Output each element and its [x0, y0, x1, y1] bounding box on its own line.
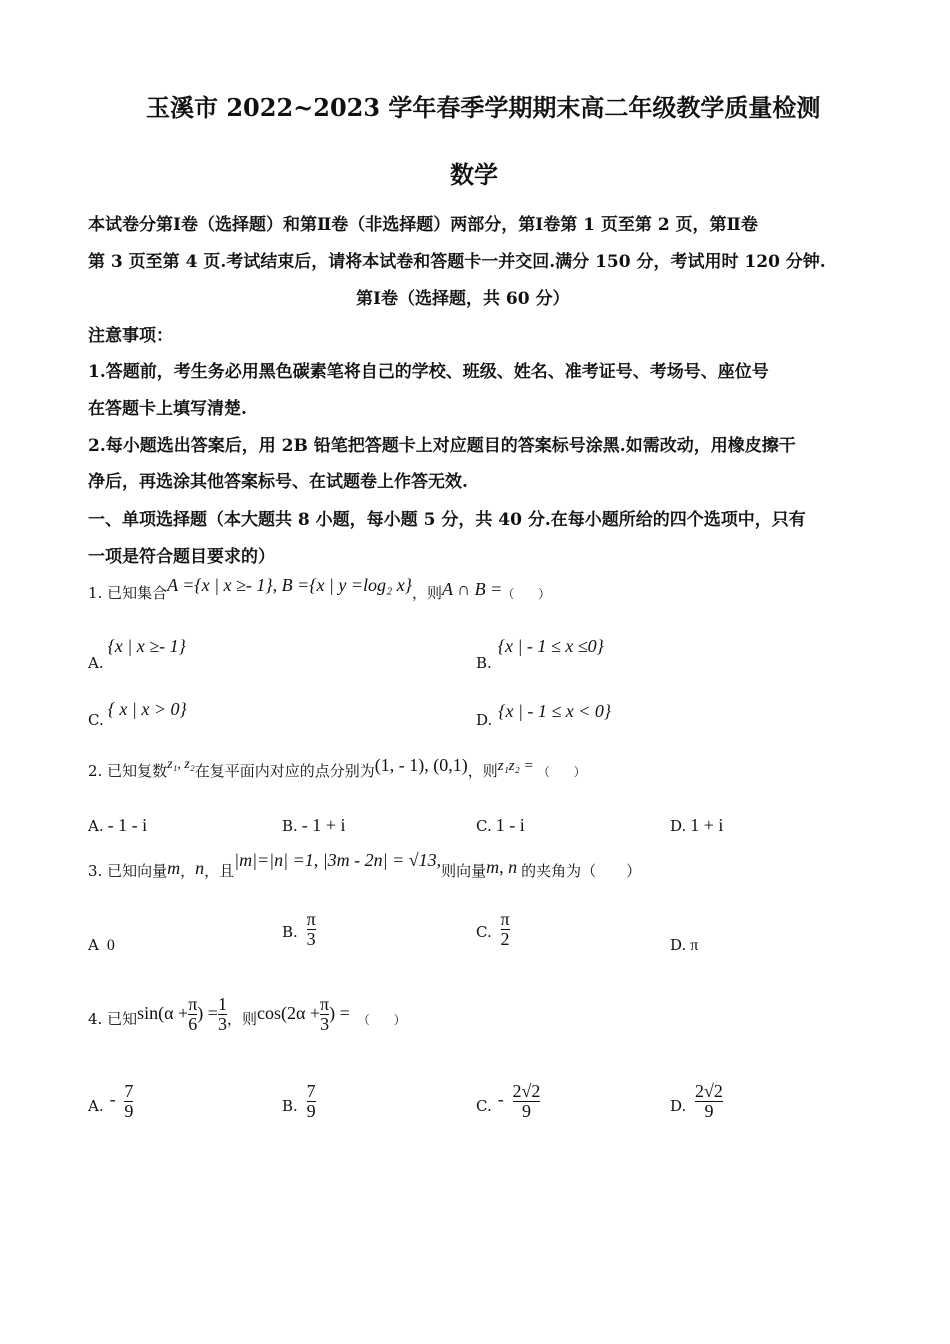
notice-2-line-2: 净后，再选涂其他答案标号、在试题卷上作答无效. [88, 472, 468, 492]
q2-points-math: (1, - 1), (0,1) [374, 755, 468, 775]
intro-line-2: 第 3 页至第 4 页.考试结束后，请将本试卷和答题卡一并交回.满分 150 分，考试用时 120 分钟. [88, 252, 826, 272]
q1-prefix: 1. 已知集合 [88, 584, 168, 602]
part1-title: 第Ⅰ卷（选择题，共 60 分） [356, 289, 570, 309]
q4-sin-expr: sin(α + $\frac{\pi}{6}$ ) = $\frac{1}{3}$ [137, 994, 227, 1034]
q1-option-c: C.{ x | x > 0} [88, 699, 187, 729]
q1-option-b: B.{x | - 1 ≤ x ≤0} [476, 636, 604, 672]
q1-option-d: D. {x | - 1 ≤ x < 0} [476, 701, 612, 729]
intro-line-1: 本试卷分第Ⅰ卷（选择题）和第Ⅱ卷（非选择题）两部分，第Ⅰ卷第 1 页至第 2 页，第Ⅱ卷 [88, 215, 758, 235]
question-1 [88, 575, 551, 603]
section1-line-1: 一、单项选择题（本大题共 8 小题，每小题 5 分，共 40 分.在每小题所给的四个选项中，只有 [88, 510, 806, 530]
q2-product-math: z₁z₂ = [497, 758, 534, 774]
page-title: 玉溪市 2022~2023 学年春季学期期末高二年级教学质量检测 [146, 93, 821, 122]
q3-vector-m: m [167, 858, 181, 878]
q1-intersection-math: A ∩ B = [441, 579, 503, 599]
question-3: 3. 已知向量m，n，且|m|=|n| =1, |3m - 2n| = √13,则向量m, n 的夹角为（ ） [88, 850, 642, 880]
q3-condition-math: |m|=|n| =1, |3m - 2n| = √13, [234, 850, 442, 870]
section1-line-2: 一项是符合题目要求的） [88, 547, 275, 567]
notice-1-line-1: 1.答题前，考生务必用黑色碳素笔将自己的学校、班级、姓名、准考证号、考场号、座位号 [88, 362, 769, 382]
q1-option-a: A.{x | x ≥- 1} [88, 636, 186, 672]
q4-option-a: A. - $\frac{7}{9}$ [88, 1081, 134, 1121]
notice-2-line-1: 2.每小题选出答案后，用 2B 铅笔把答题卡上对应题目的答案标号涂黑.如需改动，用橡皮擦干 [88, 436, 796, 456]
q1-sets-math: A ={x | x ≥- 1}, B ={x | y =log₂ x} [167, 575, 412, 595]
q3-option-b: B. $\frac{\pi}{3}$ [282, 909, 316, 949]
question-2: 2. 已知复数z₁, z₂在复平面内对应的点分别为(1, - 1), (0,1)，则z₁z₂ = （ ） [88, 755, 586, 780]
q3-option-d: D. π [670, 936, 699, 954]
q3-vectors-math: m, n [486, 857, 518, 877]
q4-cos-expr: cos(2α + $\frac{\pi}{3}$ ) = [256, 994, 350, 1034]
q3-option-a: A 0 [88, 936, 115, 954]
q3-option-c: C. $\frac{\pi}{2}$ [476, 909, 510, 949]
q1-paren: （ ） [502, 587, 551, 601]
subject-title: 数学 [450, 160, 498, 189]
q1-middle: ，则 [411, 584, 442, 602]
q2-option-a: A. - 1 - i [88, 815, 148, 835]
notice-1-line-2: 在答题卡上填写清楚. [88, 399, 247, 419]
q2-option-c: C. 1 - i [476, 815, 525, 835]
q2-option-b: B. - 1 + i [282, 815, 346, 835]
q3-vector-n: n [195, 858, 205, 878]
q4-option-d: D. $\frac{2√2}{9}$ [670, 1081, 723, 1121]
question-4: 4. 已知sin(α + $\frac{\pi}{6}$ ) = $\frac{1}{3}$ ，则cos(2α + $\frac{\pi}{3}$ ) = $_{( )}$ [88, 994, 406, 1034]
q4-option-c: C. - $\frac{2√2}{9}$ [476, 1081, 541, 1121]
q2-option-d: D. 1 + i [670, 815, 724, 835]
q2-z1z2-math: z₁, z₂ [167, 757, 195, 772]
notice-title: 注意事项： [88, 326, 173, 346]
q4-option-b: B. $\frac{7}{9}$ [282, 1081, 316, 1121]
